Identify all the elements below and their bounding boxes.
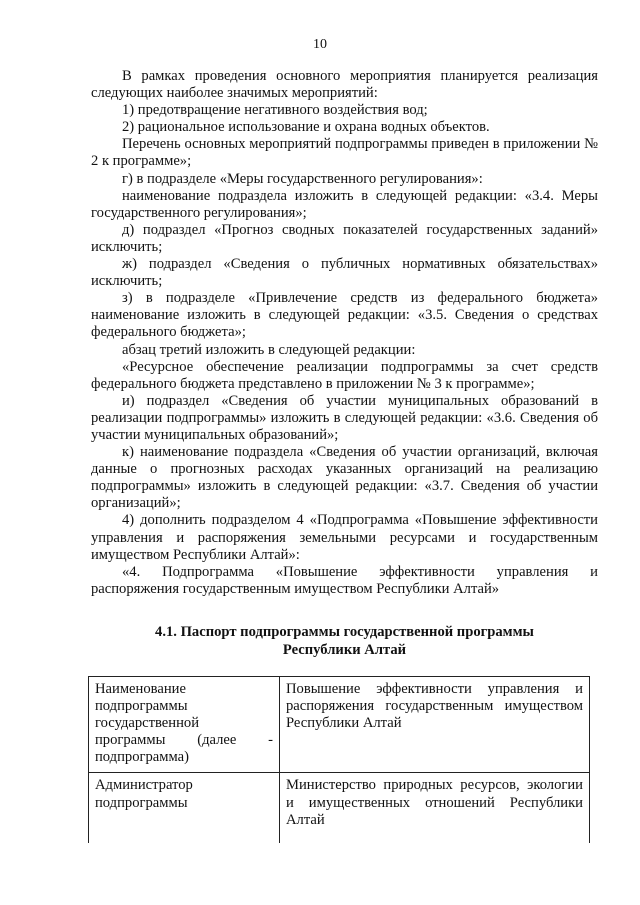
cell-text: подпрограмма) <box>95 749 189 766</box>
list-item: 2) рациональное использование и охрана водных объектов. <box>122 119 490 136</box>
document-body <box>91 68 598 598</box>
cell-text: (далее <box>197 732 237 749</box>
cell-text-justified <box>95 732 273 749</box>
paragraph: д) подраздел «Прогноз сводных показателей государственных заданий» исключить; <box>91 221 598 255</box>
table-cell-label <box>89 677 280 773</box>
cell-text: подпрограммы <box>95 794 188 811</box>
page-number: 10 <box>313 37 327 52</box>
paragraph: В рамках проведения основного мероприятия планируется реализация следующих наиболее значимых мероприятий: <box>91 68 598 102</box>
paragraph: и) подраздел «Сведения об участии муниципальных образований в реализации подпрограммы» изложить в следующей редакции: «3.6. Сведения об участии муниципальных образований»; <box>91 392 598 443</box>
paragraph: 4) дополнить подразделом 4 «Подпрограмма «Повышение эффективности управления и распоряжения земельными ресурсами и государственным имуществом Республики Алтай»: <box>91 512 598 563</box>
paragraph: Перечень основных мероприятий подпрограммы приведен в приложении № 2 к программе»; <box>91 136 598 170</box>
heading-line: Республики Алтай <box>282 641 407 658</box>
paragraph: «Ресурсное обеспечение реализации подпрограммы за счет средств федерального бюджета представлено в приложении № 3 к программе»; <box>91 358 598 392</box>
heading-line: 4.1. Паспорт подпрограммы государственной программы <box>155 624 534 640</box>
paragraph: наименование подраздела изложить в следующей редакции: «3.4. Меры государственного регулирования»; <box>91 187 598 221</box>
passport-table <box>88 676 590 843</box>
paragraph: абзац третий изложить в следующей редакции: <box>122 341 416 358</box>
list-item: 1) предотвращение негативного воздействия вод; <box>122 102 428 119</box>
paragraph: «4. Подпрограмма «Повышение эффективности управления и распоряжения государственным имуществом Республики Алтай» <box>91 563 598 597</box>
paragraph: г) в подразделе «Меры государственного регулирования»: <box>122 170 483 187</box>
table-row <box>89 677 590 773</box>
cell-text: Администратор <box>95 777 193 794</box>
cell-text: подпрограммы <box>95 698 188 715</box>
cell-text: программы <box>95 732 166 749</box>
table-cell-value: Министерство природных ресурсов, экологии и имущественных отношений Республики Алтай <box>280 773 590 844</box>
cell-text: Наименование <box>95 681 186 697</box>
table-row <box>89 773 590 844</box>
section-heading <box>91 624 598 659</box>
paragraph: ж) подраздел «Сведения о публичных нормативных обязательствах» исключить; <box>91 256 598 290</box>
paragraph: к) наименование подраздела «Сведения об участии организаций, включая данные о прогнозных расходах указанных организаций на реализацию подпрограммы» изложить в следующей редакции: «3.7. Сведения об участии организаций»; <box>91 444 598 512</box>
paragraph: з) в подразделе «Привлечение средств из федерального бюджета» наименование изложить в следующей редакции: «3.5. Сведения о средствах федерального бюджета»; <box>91 290 598 341</box>
cell-text: государственной <box>95 715 200 732</box>
table-cell-label <box>89 773 280 844</box>
table-cell-value: Повышение эффективности управления и распоряжения государственным имуществом Республики Алтай <box>280 677 590 773</box>
cell-text: - <box>268 732 273 749</box>
